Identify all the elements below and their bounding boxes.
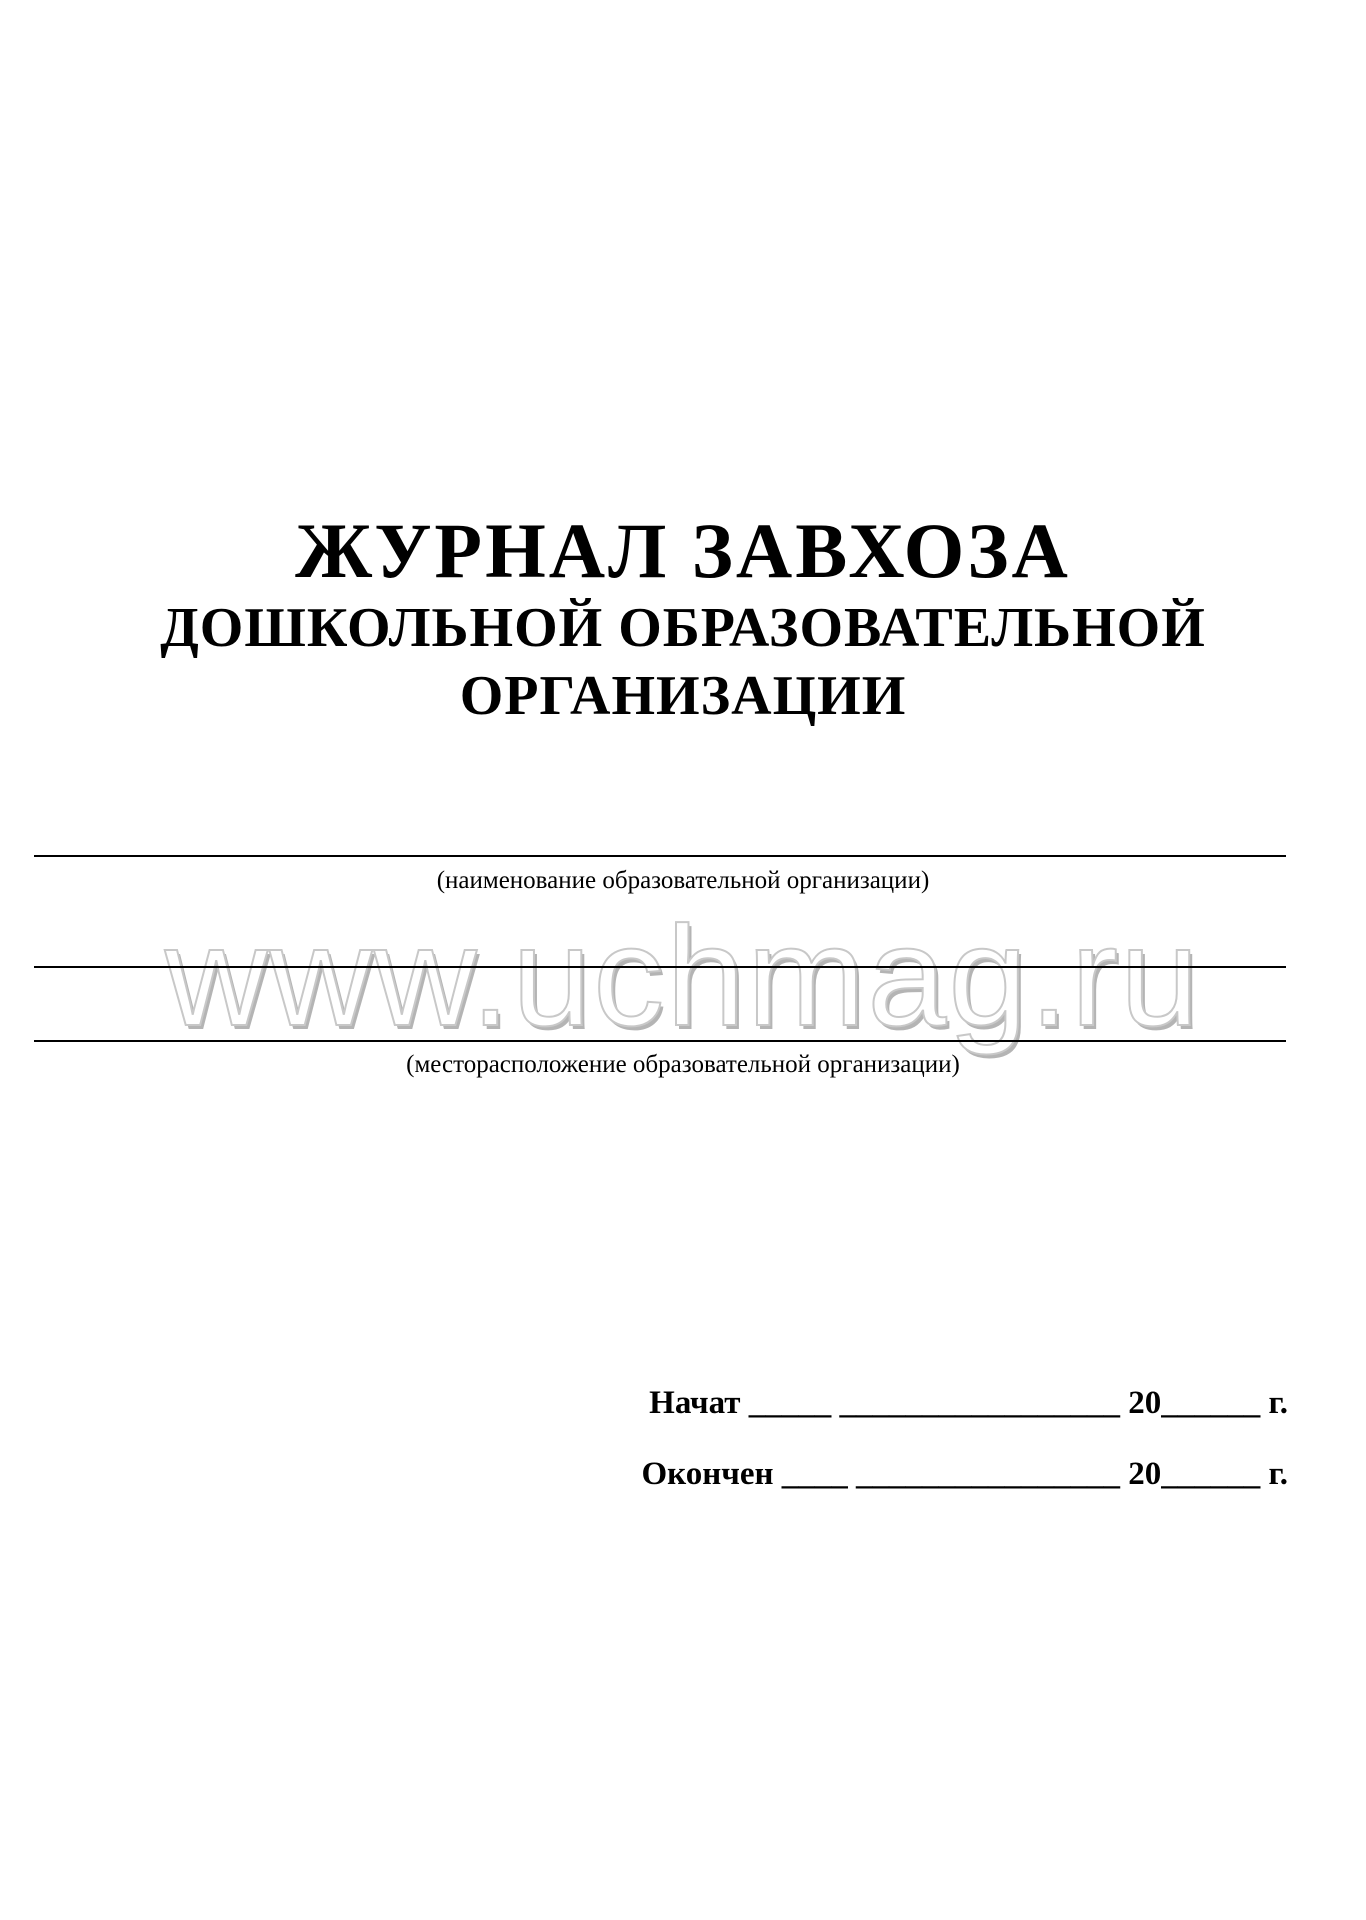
location-line <box>34 1040 1286 1042</box>
title-line-3: ОРГАНИЗАЦИИ <box>459 665 907 727</box>
location-caption: (месторасположение образовательной организации) <box>406 1051 960 1078</box>
title-line-2: ДОШКОЛЬНОЙ ОБРАЗОВАТЕЛЬНОЙ <box>160 597 1206 659</box>
watermark: www.uchmag.ru <box>164 897 1202 1056</box>
title-block <box>0 508 1366 730</box>
org-name-caption: (наименование образовательной организации) <box>436 867 930 894</box>
org-name-line <box>34 855 1286 857</box>
finished-date-row: Окончен ____ ________________ 20______ г. <box>641 1456 1288 1492</box>
started-date-row: Начат _____ _________________ 20______ г. <box>649 1385 1288 1421</box>
org-name-line-2 <box>34 966 1286 968</box>
dates-block <box>641 1383 1288 1525</box>
page-title: ЖУРНАЛ ЗАВХОЗА <box>295 507 1071 594</box>
